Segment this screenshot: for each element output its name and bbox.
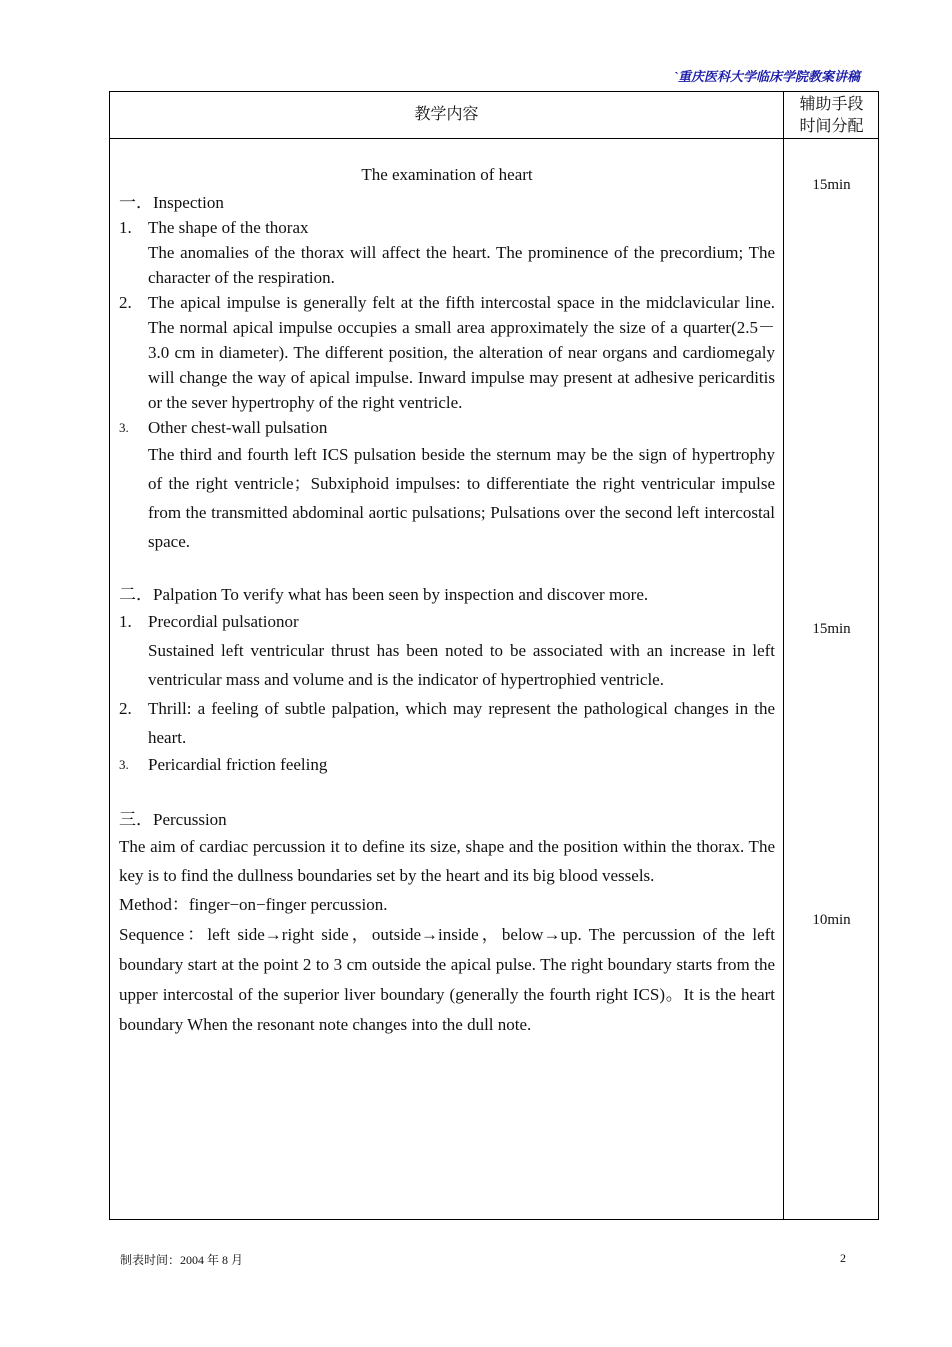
time-palpation: 15min [812, 621, 851, 637]
time-percussion: 10min [812, 912, 851, 928]
list-item [119, 694, 775, 752]
list-number: 3. [119, 757, 129, 772]
list-item [119, 215, 775, 290]
column-header-content: 教学内容 [414, 106, 479, 123]
section-heading-inspection: 一．Inspection [119, 193, 224, 212]
percussion-sequence: Sequence：left side→right side，outside→inside，below→up. The percussion of the left boundary start at the point 2 to 3 cm outside the apical pulse. The right boundary starts from the upper intercostal of the superior liver boundary (generally the fourth right ICS)。It is the heart boundary When the resonant note changes into the dull note. [119, 925, 775, 1034]
list-item-title: Pericardial friction feeling [148, 755, 328, 774]
list-number: 2. [119, 293, 132, 312]
column-header-aids: 辅助手段 [799, 96, 864, 113]
list-item-body: The anomalies of the thorax will affect the heart. The prominence of the precordium; The character of the respiration. [148, 243, 775, 287]
list-item-title: Precordial pulsationor [148, 612, 299, 631]
page-header-school: `重庆医科大学临床学院教案讲稿 [673, 69, 860, 84]
time-inspection: 15min [812, 177, 851, 193]
list-item [119, 415, 775, 556]
list-item-body: The apical impulse is generally felt at the fifth intercostal space in the midclavicular line. The normal apical impulse occupies a small area approximately the size of a quarter(2.5－3.0 cm in diameter). The different position, the alteration of near organs and cardiomegaly will change the way of apical impulse. Inward impulse may present at adhesive pericarditis or the sever hypertrophy of the right ventricle. [148, 293, 775, 412]
list-item-title: The shape of the thorax [148, 218, 309, 237]
lesson-table [109, 91, 879, 1220]
list-number: 3. [119, 420, 129, 435]
list-item-body: Thrill: a feeling of subtle palpation, which may represent the pathological changes in the heart. [148, 699, 775, 747]
section-heading-palpation: 二．Palpation To verify what has been seen by inspection and discover more. [119, 585, 649, 604]
footer-date: 制表时间：2004 年 8 月 [120, 1253, 244, 1267]
column-divider [783, 92, 784, 1219]
list-number: 1. [119, 612, 132, 631]
percussion-aim: The aim of cardiac percussion it to define its size, shape and the position within the thorax. The key is to find the dullness boundaries set by the heart and its big blood vessels. [119, 837, 775, 885]
list-number: 1. [119, 218, 132, 237]
list-item-body: Sustained left ventricular thrust has been noted to be associated with an increase in left ventricular mass and volume and is the indicator of hypertrophied ventricle. [148, 641, 775, 689]
section-heading-percussion: 三．Percussion [119, 810, 227, 829]
column-header-aids-time [785, 94, 878, 138]
header-divider [110, 138, 878, 139]
list-number: 2. [119, 699, 132, 718]
list-item [119, 752, 775, 777]
lesson-title: The examination of heart [361, 165, 533, 184]
lesson-content [119, 162, 775, 1040]
column-header-time: 时间分配 [799, 118, 864, 135]
list-item [119, 607, 775, 694]
percussion-method: Method：finger−on−finger percussion. [119, 895, 388, 914]
list-item-title: Other chest-wall pulsation [148, 418, 328, 437]
list-item [119, 290, 775, 415]
list-item-body: The third and fourth left ICS pulsation beside the sternum may be the sign of hypertrophy of the right ventricle；Subxiphoid impulses: to differentiate the right ventricular impulse from the transmitted abdominal aortic pulsations; Pulsations over the second left intercostal space. [148, 445, 775, 551]
page-number: 2 [840, 1251, 846, 1265]
